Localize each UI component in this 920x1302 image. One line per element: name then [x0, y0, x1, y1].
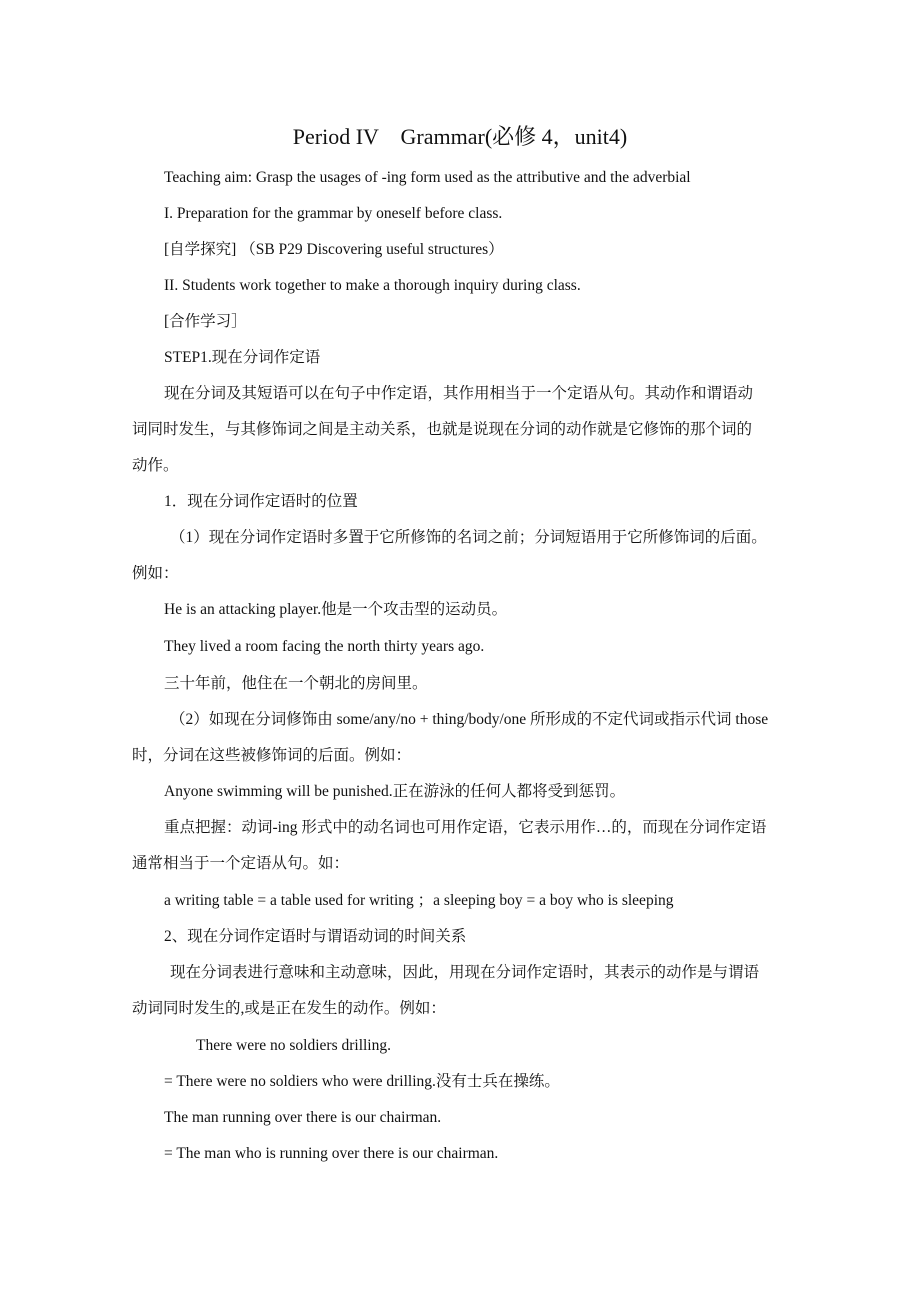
intro-line-1: 现在分词及其短语可以在句子中作定语，其作用相当于一个定语从句。其动作和谓语动	[164, 385, 754, 402]
example-6: The man running over there is our chairman.	[164, 1109, 442, 1126]
subsection-1-point-1-line-2: 例如：	[132, 565, 179, 582]
teaching-aim: Teaching aim: Grasp the usages of -ing form used as the attributive and the adverbial	[164, 169, 691, 186]
example-4: a writing table = a table used for writing ；a sleeping boy = a boy who is sleeping	[164, 892, 674, 909]
example-2-translation: 三十年前，他住在一个朝北的房间里。	[164, 675, 428, 692]
step1-heading: STEP1.现在分词作定语	[164, 349, 321, 366]
key-point-line-1: 重点把握：动词-ing 形式中的动名词也可用作定语，它表示用作…的，而现在分词作定语	[164, 819, 767, 836]
coop-label: [合作学习］	[164, 313, 247, 330]
section-preparation: I. Preparation for the grammar by oneself before class.	[164, 205, 503, 222]
subsection-2-line-2: 动词同时发生的,或是正在发生的动作。例如：	[132, 1000, 446, 1017]
key-point-line-2: 通常相当于一个定语从句。如：	[132, 855, 350, 872]
subsection-2-line-1: 现在分词表进行意味和主动意味，因此，用现在分词作定语时，其表示的动作是与谓语	[170, 964, 760, 981]
section-inquiry: II. Students work together to make a thorough inquiry during class.	[164, 277, 581, 294]
subsection-1-point-2-line-2: 时，分词在这些被修饰词的后面。例如：	[132, 747, 412, 764]
subsection-1-heading: 1．现在分词作定语时的位置	[164, 493, 358, 510]
example-5: There were no soldiers drilling.	[196, 1037, 391, 1054]
example-5-equivalent: = There were no soldiers who were drilling.没有士兵在操练。	[164, 1073, 560, 1090]
example-1: He is an attacking player.他是一个攻击型的运动员。	[164, 601, 508, 618]
example-6-equivalent: = The man who is running over there is our chairman.	[164, 1145, 499, 1162]
subsection-1-point-1-line-1: （1）现在分词作定语时多置于它所修饰的名词之前；分词短语用于它所修饰词的后面。	[170, 529, 767, 546]
page-title: Period IV Grammar(必修 4，unit4)	[292, 124, 628, 149]
example-2: They lived a room facing the north thirty years ago.	[164, 638, 485, 655]
subsection-1-point-2-line-1: （2）如现在分词修饰由 some/any/no + thing/body/one 所形成的不定代词或指示代词 those	[170, 711, 769, 728]
intro-line-3: 动作。	[132, 457, 179, 474]
intro-line-2: 词同时发生，与其修饰词之间是主动关系，也就是说现在分词的动作就是它修饰的那个词的	[132, 421, 753, 438]
subsection-2-heading: 2、现在分词作定语时与谓语动词的时间关系	[164, 928, 467, 945]
example-3: Anyone swimming will be punished.正在游泳的任何人都将受到惩罚。	[164, 783, 626, 800]
self-study-label: [自学探究] （SB P29 Discovering useful structures）	[164, 241, 504, 258]
